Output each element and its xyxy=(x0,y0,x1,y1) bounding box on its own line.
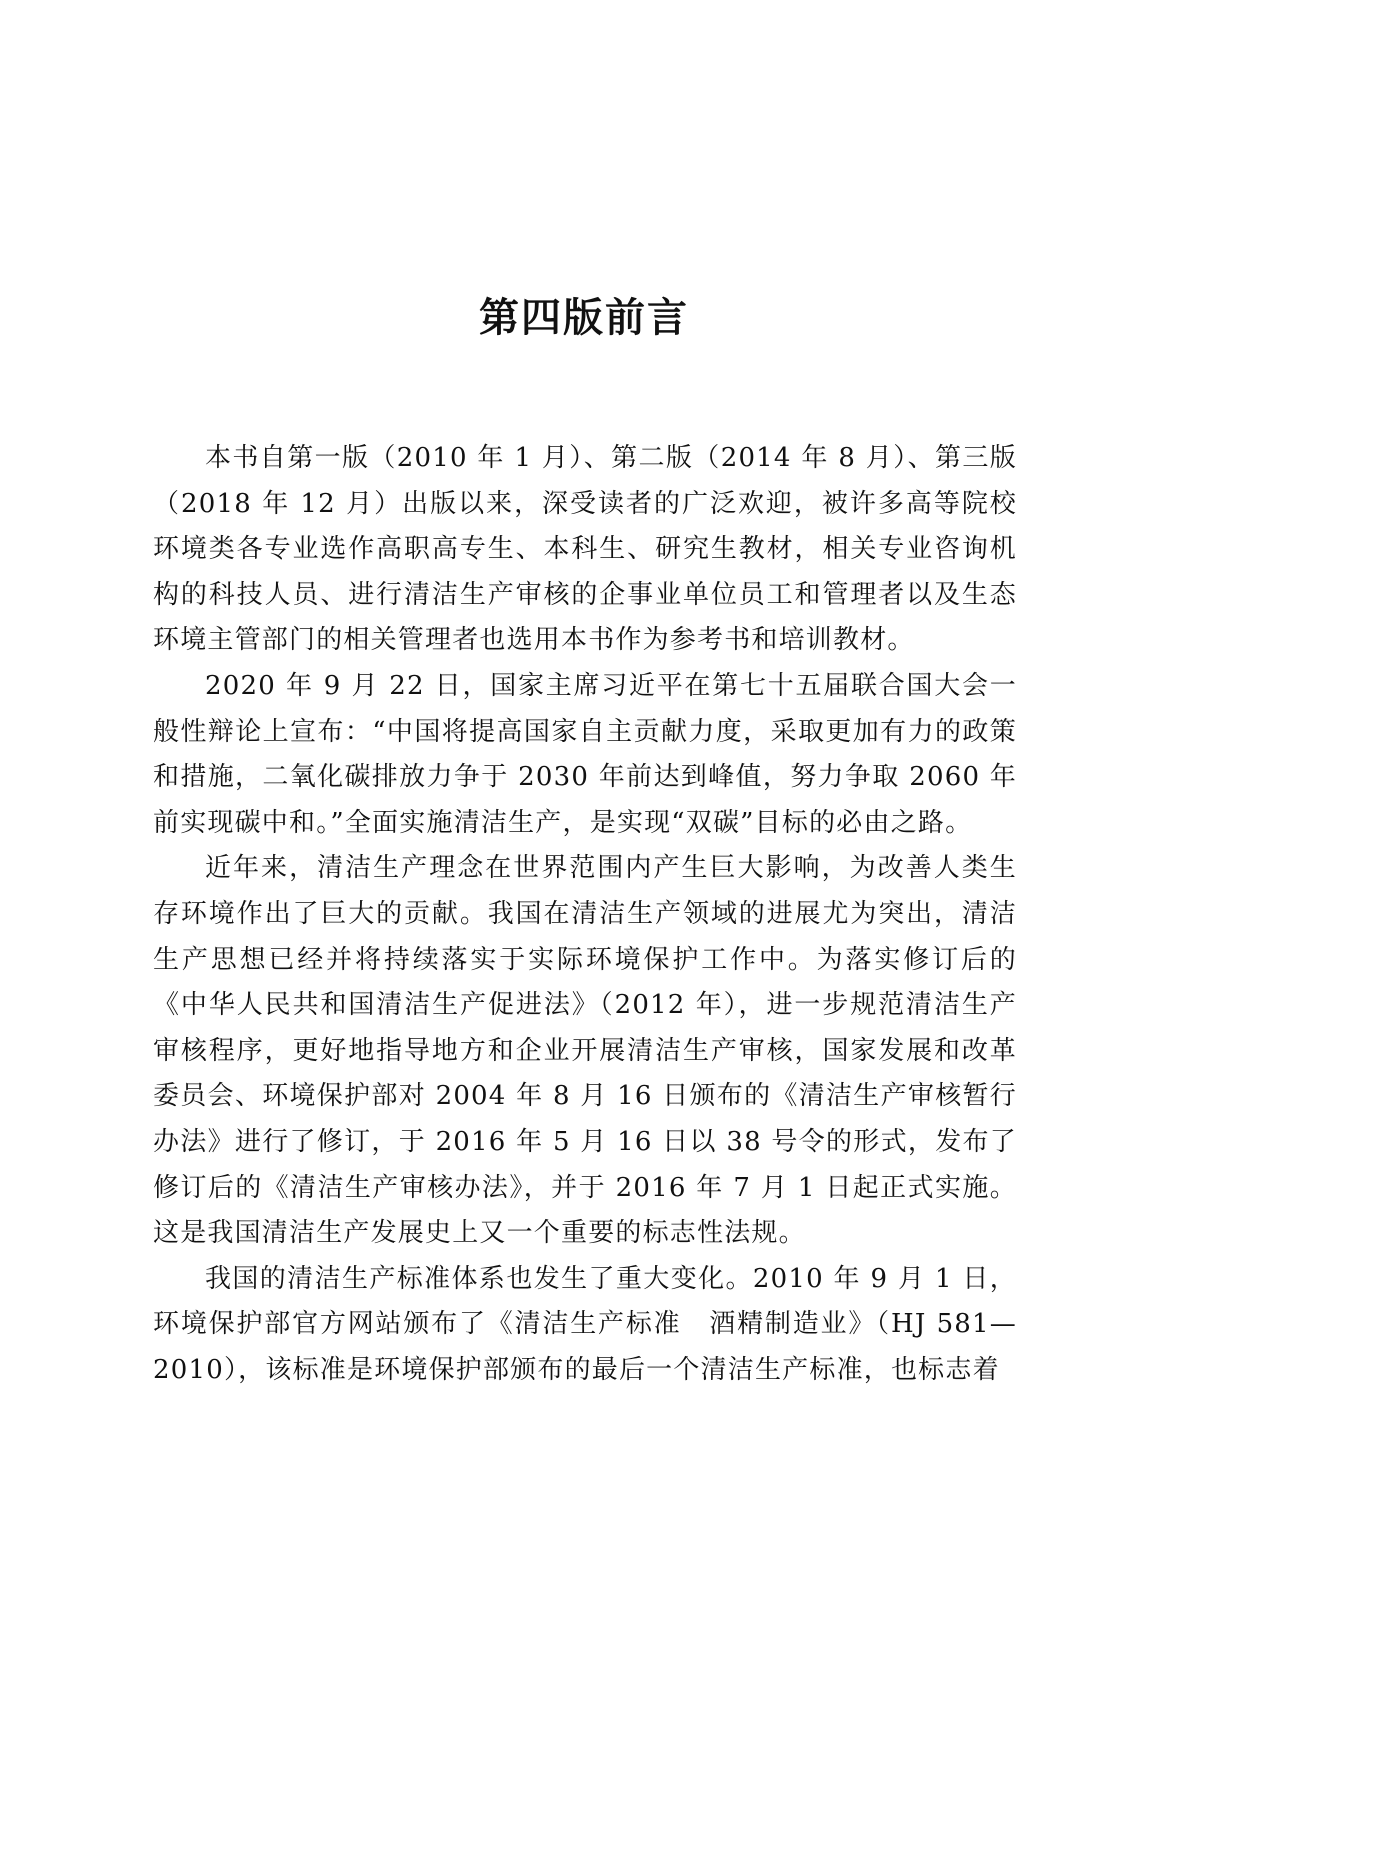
paragraph-2: 2020 年 9 月 22 日，国家主席习近平在第七十五届联合国大会一般性辩论上宣布：“中国将提高国家自主贡献力度，采取更加有力的政策和措施，二氧化碳排放力争于 2030 年前达到峰值，努力争取 2060 年前实现碳中和。”全面实施清洁生产，是实现“双碳”目标的必由之路。 xyxy=(153,670,1017,838)
paragraph-4: 我国的清洁生产标准体系也发生了重大变化。2010 年 9 月 1 日，环境保护部官方网站颁布了《清洁生产标准 酒精制造业》（HJ 581—2010），该标准是环境保护部颁布的最后一个清洁生产标准，也标志着 xyxy=(153,1263,1017,1385)
page-title: 第四版前言 xyxy=(479,295,689,341)
paragraph-3: 近年来，清洁生产理念在世界范围内产生巨大影响，为改善人类生存环境作出了巨大的贡献。我国在清洁生产领域的进展尤为突出，清洁生产思想已经并将持续落实于实际环境保护工作中。为落实修订后的《中华人民共和国清洁生产促进法》（2012 年），进一步规范清洁生产审核程序，更好地指导地方和企业开展清洁生产审核，国家发展和改革委员会、环境保护部对 2004 年 8 月 16 日颁布的《清洁生产审核暂行办法》进行了修订，于 2016 年 5 月 16 日以 38 号令的形式，发布了修订后的《清洁生产审核办法》，并于 2016 年 7 月 1 日起正式实施。这是我国清洁生产发展史上又一个重要的标志性法规。 xyxy=(153,853,1017,1249)
paragraph-1: 本书自第一版（2010 年 1 月）、第二版（2014 年 8 月）、第三版（2018 年 12 月）出版以来，深受读者的广泛欢迎，被许多高等院校环境类各专业选作高职高专生、本科生、研究生教材，相关专业咨询机构的科技人员、进行清洁生产审核的企事业单位员工和管理者以及生态环境主管部门的相关管理者也选用本书作为参考书和培训教材。 xyxy=(153,443,1017,656)
preface-body xyxy=(153,436,1017,1393)
